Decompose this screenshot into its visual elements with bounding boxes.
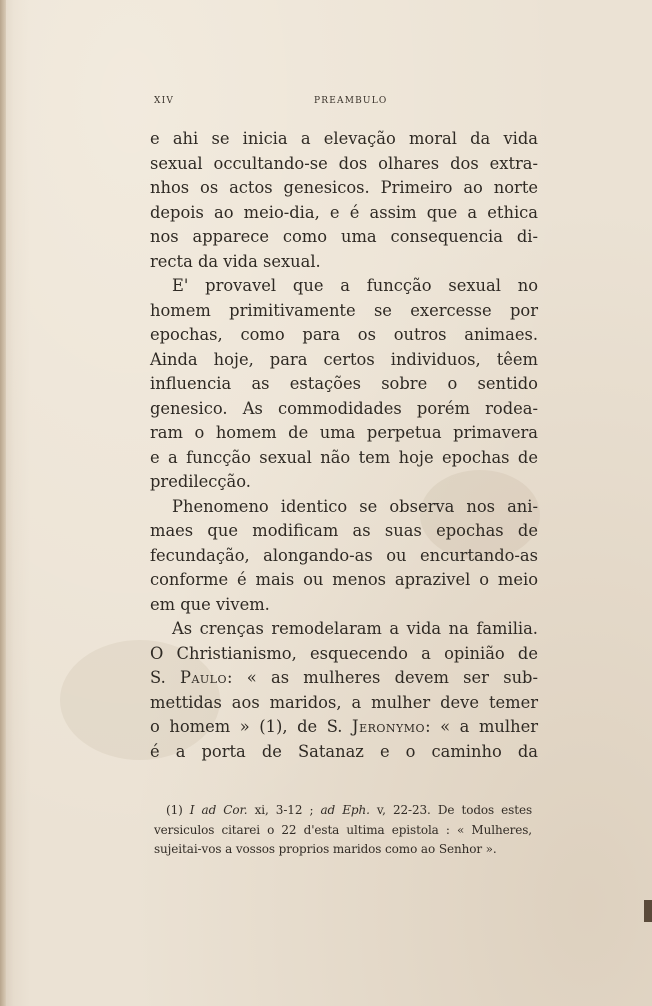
text-line: é a porta de Satanaz e o caminho da <box>150 741 538 761</box>
page-number: XIV <box>154 96 175 106</box>
text-line: e ahi se inicia a elevação moral da vida <box>150 129 538 148</box>
text-line: E' provavel que a funcção sexual no <box>172 276 538 295</box>
text-line: em que vivem. <box>150 594 270 614</box>
page-edge-mark <box>644 900 652 922</box>
text-run: De todos estes <box>437 803 533 817</box>
text-line: influencia as estações sobre o sentido <box>150 374 538 393</box>
text-line: genesico. As commodidades porém rodea- <box>150 398 538 418</box>
text-line: homem primitivamente se exercesse por <box>150 300 538 320</box>
footnote-line: versiculos citarei o 22 d'esta ultima epistola : « Mulheres, <box>154 822 532 837</box>
text-run: : « a mulher <box>425 717 538 736</box>
footnote <box>154 801 532 860</box>
small-caps-name: Jeronymo <box>352 717 426 736</box>
small-caps-name: Paulo <box>180 668 228 687</box>
text-line: sexual occultando-se dos olhares dos extra- <box>150 153 538 173</box>
paragraph-1 <box>150 127 538 274</box>
text-run: S. <box>150 668 181 687</box>
page-gutter-edge <box>0 0 6 1006</box>
text-line: depois ao meio-dia, e é assim que a ethica <box>150 202 538 222</box>
footnote-line: sujeitai-vos a vossos proprios maridos como ao Senhor ». <box>154 842 497 856</box>
text-line: nos apparece como uma consequencia di- <box>150 227 538 246</box>
text-line <box>150 666 538 691</box>
text-line: e a funcção sexual não tem hoje epochas de <box>150 447 538 467</box>
paragraph-3 <box>150 495 538 618</box>
text-line: recta da vida sexual. <box>150 251 321 271</box>
footnote-ref: I ad Cor. <box>189 803 248 817</box>
text-run: : « as mulheres devem ser sub- <box>227 668 538 687</box>
body-text <box>150 127 538 764</box>
text-line: As crenças remodelaram a vida na familia. <box>172 619 538 638</box>
footnote-line <box>154 801 532 821</box>
text-line: fecundação, alongando-as ou encurtando-as <box>150 545 538 565</box>
footnote-marker: (1) <box>166 803 183 817</box>
text-line: epochas, como para os outros animaes. <box>150 325 538 344</box>
text-run: o homem » (1), de S. <box>150 717 353 736</box>
text-line: maes que modificam as suas epochas de <box>150 521 538 540</box>
text-line: conforme é mais ou menos aprazivel o meio <box>150 570 538 589</box>
text-line: nhos os actos genesicos. Primeiro ao norte <box>150 178 538 197</box>
text-line: Phenomeno identico se observa nos ani- <box>172 496 538 516</box>
text-line: ram o homem de uma perpetua primavera <box>150 423 538 442</box>
running-title: PREAMBULO <box>314 96 388 106</box>
text-line: mettidas aos maridos, a mulher deve temer <box>150 692 538 712</box>
paragraph-2 <box>150 274 538 495</box>
text-line: Ainda hoje, para certos individuos, têem <box>150 349 538 369</box>
text-line: predilecção. <box>150 472 251 491</box>
running-head <box>154 96 534 110</box>
footnote-ref-location: v, 22-23. <box>376 803 431 817</box>
footnote-ref: ad Eph. <box>320 803 370 817</box>
footnote-ref-location: xi, 3-12 ; <box>254 803 314 817</box>
text-line: O Christianismo, esquecendo a opinião de <box>150 643 538 663</box>
paragraph-4 <box>150 617 538 764</box>
text-line <box>150 715 538 740</box>
